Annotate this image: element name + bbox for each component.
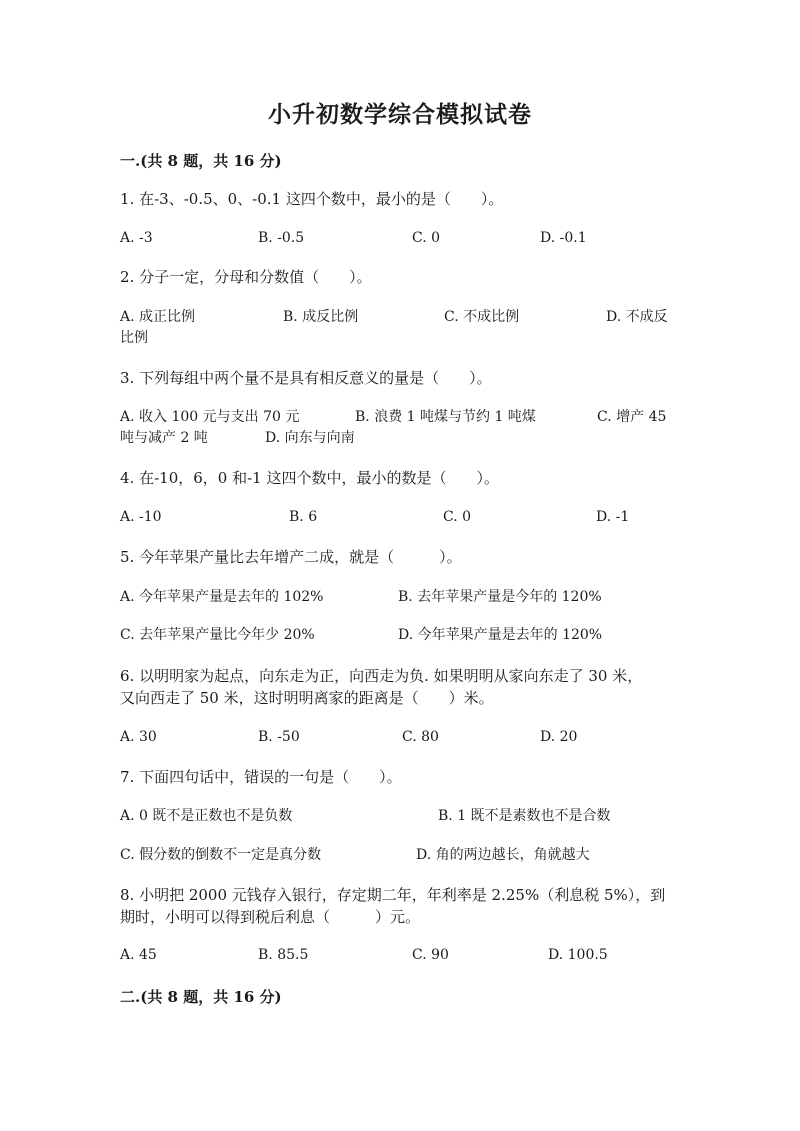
q8-option-a: A. 45	[120, 947, 157, 963]
q3-option-c-wrap: 吨与减产 2 吨	[120, 430, 208, 446]
q5-option-b: B. 去年苹果产量是今年的 120%	[398, 589, 602, 605]
q6-option-d: D. 20	[540, 729, 578, 745]
q8-option-b: B. 85.5	[258, 947, 309, 963]
q6-option-c: C. 80	[402, 729, 439, 745]
q3-option-c: C. 增产 45	[597, 409, 667, 425]
q2-option-b: B. 成反比例	[283, 309, 359, 325]
q7-option-b: B. 1 既不是素数也不是合数	[438, 808, 611, 824]
question-6-line-2: 又向西走了 50 米，这时明明离家的距离是（ ）米。	[120, 689, 494, 707]
q3-option-b: B. 浪费 1 吨煤与节约 1 吨煤	[355, 409, 536, 425]
q7-option-d: D. 角的两边越长，角就越大	[416, 847, 590, 863]
q5-option-c: C. 去年苹果产量比今年少 20%	[120, 627, 315, 643]
q2-option-c: C. 不成比例	[444, 309, 520, 325]
q1-option-b: B. -0.5	[258, 230, 305, 246]
q7-option-c: C. 假分数的倒数不一定是真分数	[120, 847, 322, 863]
question-6-line-1: 6. 以明明家为起点，向东走为正，向西走为负. 如果明明从家向东走了 30 米，	[120, 667, 643, 685]
q1-option-c: C. 0	[412, 230, 441, 246]
question-8-line-2: 期时，小明可以得到税后利息（ ）元。	[120, 908, 421, 926]
q7-option-a: A. 0 既不是正数也不是负数	[120, 808, 293, 824]
page-title: 小升初数学综合模拟试卷	[268, 101, 532, 128]
q4-option-a: A. -10	[120, 509, 162, 525]
q5-option-a: A. 今年苹果产量是去年的 102%	[120, 589, 324, 605]
q4-option-b: B. 6	[289, 509, 318, 525]
q6-option-a: A. 30	[120, 729, 157, 745]
question-1: 1. 在-3、-0.5、0、-0.1 这四个数中，最小的是（ ）。	[120, 190, 504, 208]
question-2: 2. 分子一定，分母和分数值（ ）。	[120, 268, 372, 286]
question-8-line-1: 8. 小明把 2000 元钱存入银行，存定期二年，年利率是 2.25%（利息税 5%），到	[120, 886, 666, 904]
q3-option-a: A. 收入 100 元与支出 70 元	[120, 409, 300, 425]
q8-option-c: C. 90	[412, 947, 449, 963]
q4-option-c: C. 0	[443, 509, 472, 525]
question-4: 4. 在-10，6，0 和-1 这四个数中，最小的数是（ ）。	[120, 469, 499, 487]
q2-option-a: A. 成正比例	[120, 309, 196, 325]
q6-option-b: B. -50	[258, 729, 300, 745]
q2-option-d: D. 不成反	[606, 309, 668, 325]
question-7: 7. 下面四句话中，错误的一句是（ ）。	[120, 768, 402, 786]
q3-option-d: D. 向东与向南	[265, 430, 355, 446]
q1-option-d: D. -0.1	[540, 230, 587, 246]
question-3: 3. 下列每组中两个量不是具有相反意义的量是（ ）。	[120, 369, 492, 387]
section-heading-2: 二.(共 8 题，共 16 分)	[120, 988, 282, 1006]
question-5: 5. 今年苹果产量比去年增产二成，就是（ ）。	[120, 548, 462, 566]
q1-option-a: A. -3	[120, 230, 153, 246]
q8-option-d: D. 100.5	[548, 947, 608, 963]
q2-option-d-wrap: 比例	[120, 330, 148, 346]
q5-option-d: D. 今年苹果产量是去年的 120%	[398, 627, 603, 643]
section-heading-1: 一.(共 8 题，共 16 分)	[120, 152, 282, 170]
q4-option-d: D. -1	[596, 509, 630, 525]
